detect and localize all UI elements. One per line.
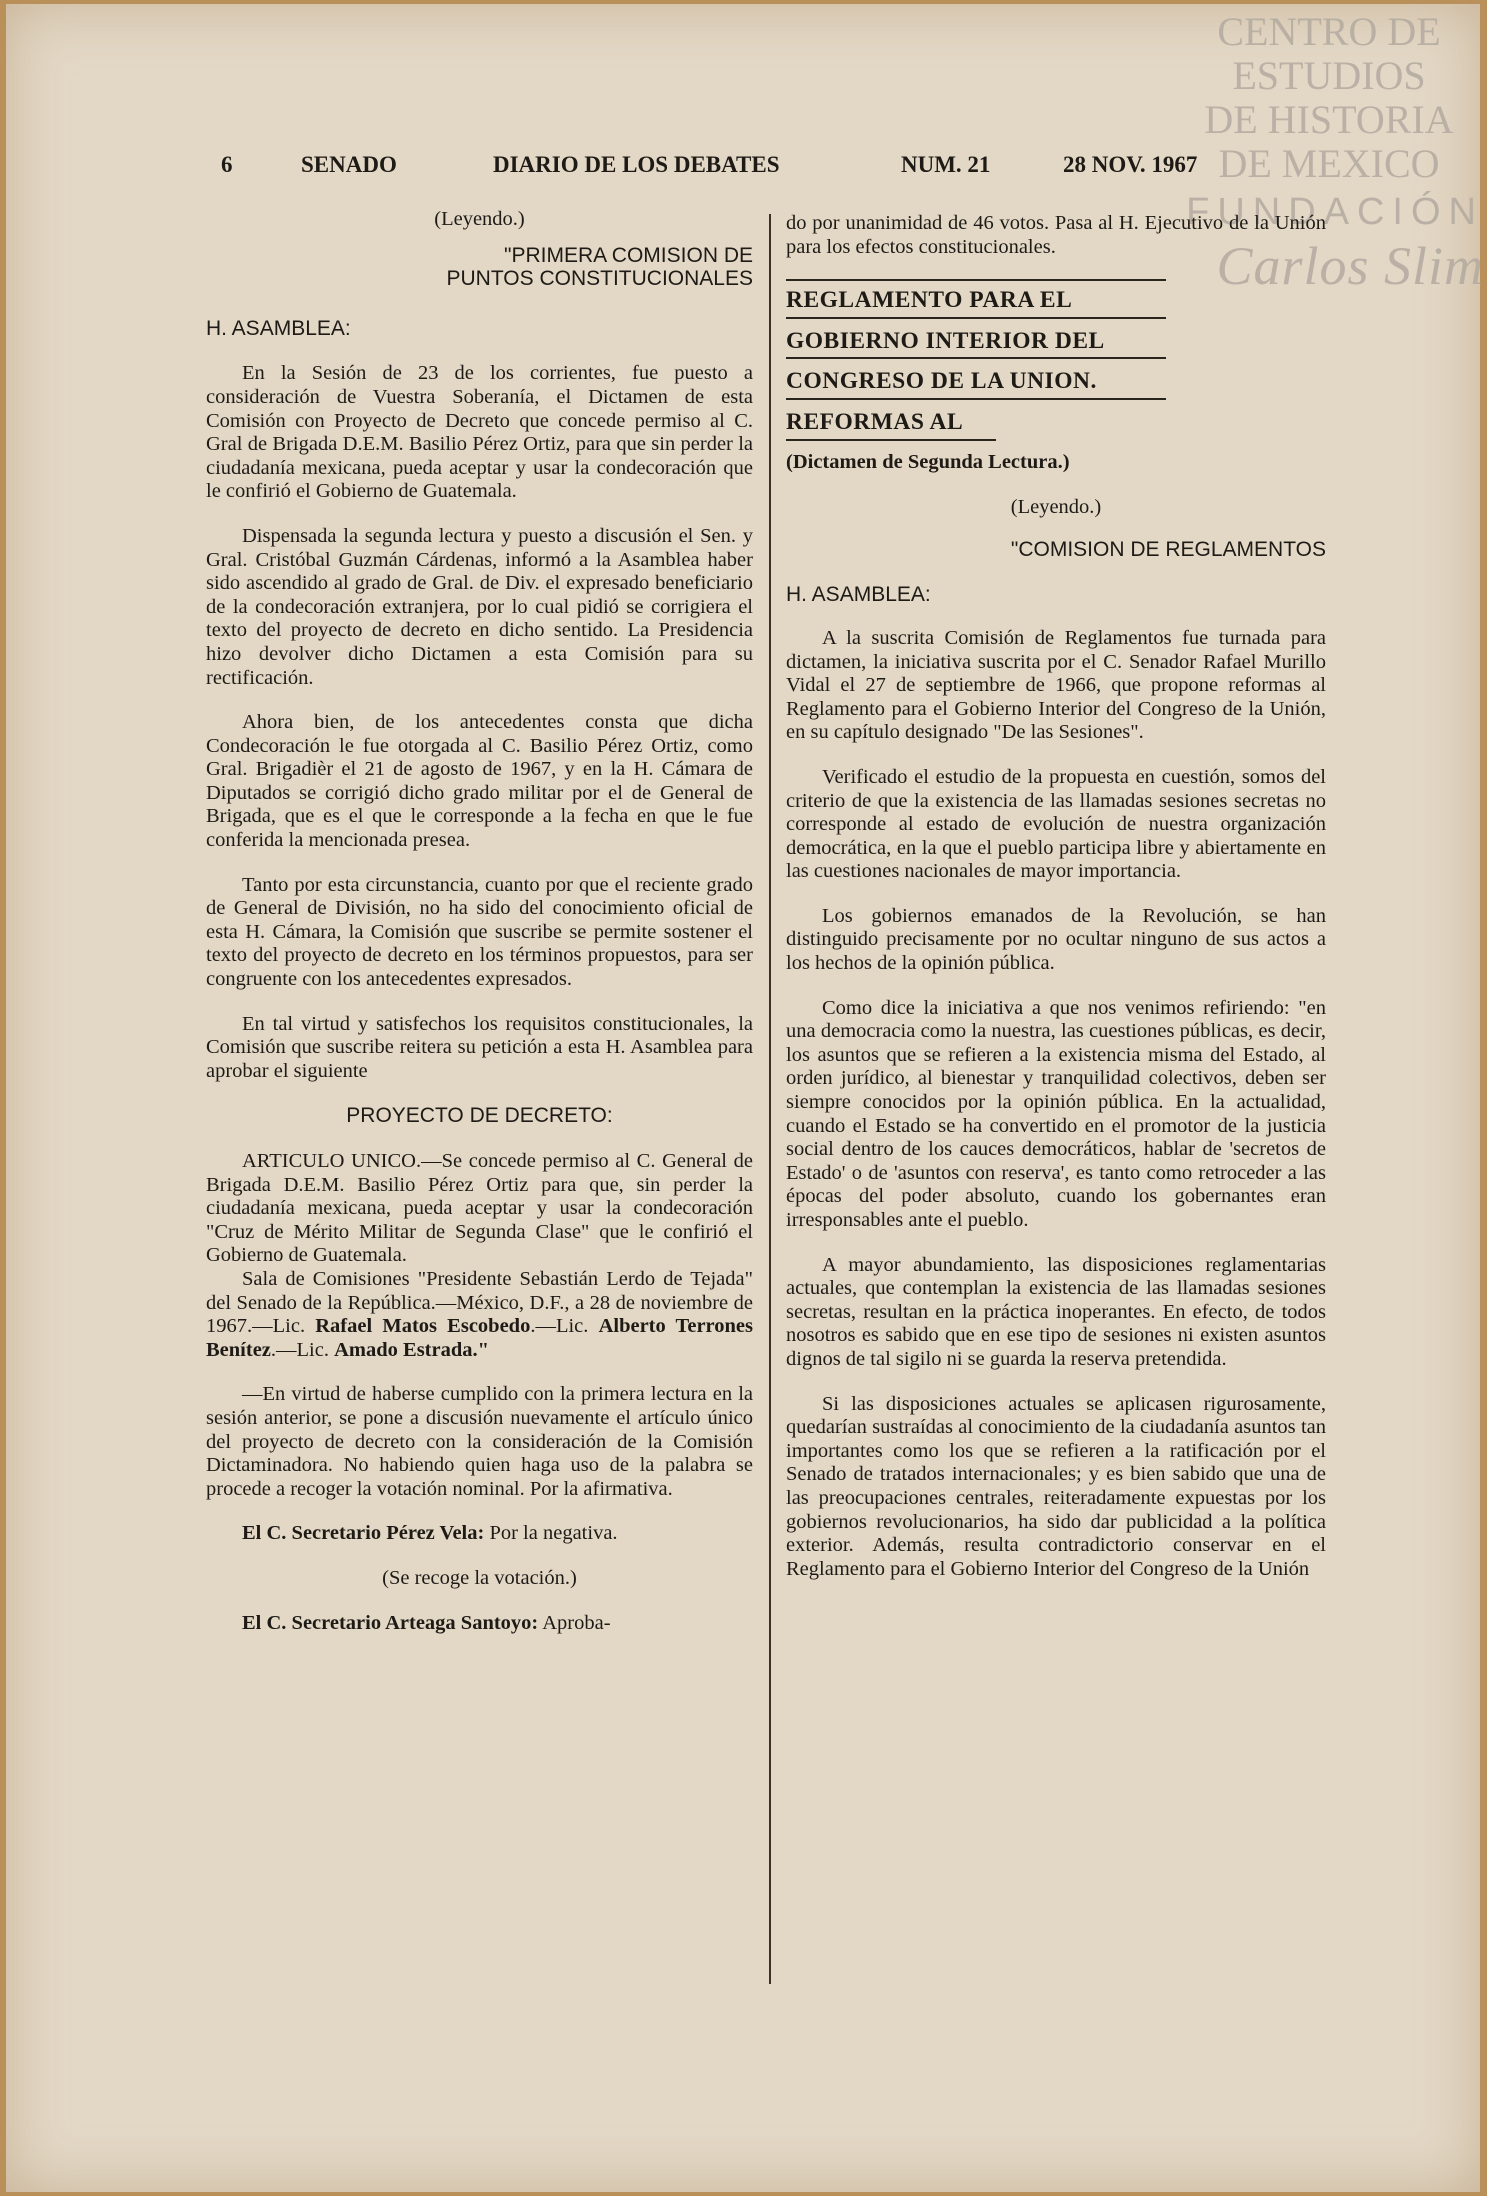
title-rule xyxy=(786,279,1166,281)
signature-paragraph xyxy=(206,1268,753,1362)
separator: .—Lic. xyxy=(530,1315,589,1338)
paragraph: Ahora bien, de los antecedentes consta que dicha Condecoración le fue otorgada al C. Basilio Pérez Ortiz, como Gral. Brigadièr el 21 de agosto de 1967, y en la H. Cámara de Diputados se corrigió dicho grado militar por el de General de Brigada, que es el que le corresponde a la fecha en que le fue conferida la mencionada presea. xyxy=(206,711,753,852)
commission-heading: "PRIMERA COMISION DE xyxy=(504,243,753,267)
watermark-signature: Carlos Slim xyxy=(1216,236,1484,296)
paragraph: En la Sesión de 23 de los corrientes, fue puesto a consideración de Vuestra Soberanía, el Dictamen de esta Comisión con Proyecto de Decreto que concede permiso al C. Gral de Brigada D.E.M. Basilio Pérez Ortiz, para que sin perder la ciudadanía mexicana, pueda aceptar y usar la condecoración que le confirió el Gobierno de Guatemala. xyxy=(206,362,753,503)
page-number: 6 xyxy=(221,152,233,177)
column-divider xyxy=(769,214,771,1984)
secretary-line xyxy=(206,1522,753,1546)
secretary-statement: Aproba- xyxy=(542,1611,611,1634)
paragraph: Los gobiernos emanados de la Revolución, se han distinguido precisamente por no ocultar ninguno de sus actos a los hechos de la opinión pública. xyxy=(786,904,1326,975)
section-title: GOBIERNO INTERIOR DEL xyxy=(786,324,1166,360)
paragraph: A mayor abundamiento, las disposiciones reglamentarias actuales, que contemplan la existencia de las llamadas sesiones secretas, resultan en la práctica inoperantes. En efecto, de todos nosotros es sabido que en ese tipo de sesiones ni existen asuntos dignos de tal sigilo ni se guarda la reserva pretendida. xyxy=(786,1253,1326,1370)
signer-name: Rafael Matos Escobedo xyxy=(315,1315,531,1338)
paragraph: Como dice la iniciativa a que nos venimos refiriendo: "en una democracia como la nuestra, las cuestiones públicas, es decir, los asuntos que se refieren a la existencia misma del Estado, al orden jurídico, al bienestar y tranquilidad colectivos, deben ser siempre conocidos por la opinión pública. En la actualidad, cuando el Estado se ha convertido en el promotor de la justicia social dentro de los cauces democráticos, hablar de 'secretos de Estado' o de 'asuntos con reserva', es tanto como retroceder a las épocas del poder absoluto, cuando los gobernantes eran irresponsables ante el pueblo. xyxy=(786,996,1326,1231)
section-title: CONGRESO DE LA UNION. xyxy=(786,364,1166,400)
reading-note: (Leyendo.) xyxy=(1010,496,1102,519)
signature-text: Sala de Comisiones "Presidente Sebastián Lerdo de Tejada" del Senado de la República.—México, D.F., a 28 de noviembre de 1967.—Lic. xyxy=(206,1267,753,1338)
reading-note: (Leyendo.) xyxy=(434,208,525,230)
commission-heading: PUNTOS CONSTITUCIONALES xyxy=(446,267,753,291)
signer-name: Amado Estrada xyxy=(334,1338,473,1361)
watermark-line: DE HISTORIA xyxy=(1204,97,1454,142)
watermark-foundation: FUNDACIÓN xyxy=(1186,191,1484,233)
article-text: ARTICULO UNICO.—Se concede permiso al C. General de Brigada D.E.M. Basilio Pérez Ortiz para que, sin perder la ciudadanía mexicana, pueda aceptar y usar la condecoración "Cruz de Mérito Militar de Segunda Clase" que le confirió el Gobierno de Guatemala. xyxy=(206,1150,753,1267)
watermark-line: ESTUDIOS xyxy=(1232,53,1426,98)
signer-name: Alberto Terrones Benítez xyxy=(206,1315,753,1361)
page-header xyxy=(221,152,1221,188)
decree-title: PROYECTO DE DECRETO: xyxy=(346,1104,613,1128)
paragraph: Dispensada la segunda lectura y puesto a discusión el Sen. y Gral. Cristóbal Guzmán Cárdenas, informó a la Asamblea haber sido ascendido al grado de Gral. de Div. el expresado beneficiario de la condecoración extranjera, por lo cual pidió se corrigiera el texto del proyecto de decreto en dicho sentido. La Presidencia hizo devolver dicho Dictamen a esta Comisión para su rectificación. xyxy=(206,524,753,689)
secretary-line xyxy=(206,1612,753,1636)
publication-title: DIARIO DE LOS DEBATES xyxy=(493,152,780,177)
secretary-name: El C. Secretario Arteaga Santoyo: xyxy=(242,1611,539,1634)
section-title: REGLAMENTO PARA EL xyxy=(786,283,1166,319)
paragraph: Si las disposiciones actuales se aplicasen rigurosamente, quedarían sustraídas al conocimiento de la ciudadanía asuntos tan importantes como los que se refieren a la ratificación por el Senado de tratados internacionales; y es bien sabido que una de las preocupaciones centrales, reiteradamente expuestas por los gobiernos revolucionarios, ha sido dar publicidad a la política exterior. Además, resulta contradictorio conservar en el Reglamento para el Gobierno Interior del Congreso de la Unión xyxy=(786,1392,1326,1580)
paragraph: —En virtud de haberse cumplido con la primera lectura en la sesión anterior, se pone a discusión nuevamente el artículo único del proyecto de decreto con la consideración de la Comisión Dictaminadora. No habiendo quien haga uso de la palabra se procede a recoger la votación nominal. Por la afirmativa. xyxy=(206,1383,753,1500)
paragraph: A la suscrita Comisión de Reglamentos fue turnada para dictamen, la iniciativa suscrita por el C. Senador Rafael Murillo Vidal el 27 de septiembre de 1966, que propone reformas al Reglamento para el Gobierno Interior del Congreso de la Unión, en su capítulo designado "De las Sesiones". xyxy=(786,626,1326,744)
commission-heading: "COMISION DE REGLAMENTOS xyxy=(1010,537,1326,561)
salutation: H. ASAMBLEA: xyxy=(206,316,351,340)
watermark-line: CENTRO DE xyxy=(1217,9,1441,54)
chamber-name: SENADO xyxy=(301,152,397,177)
issue-number: NUM. 21 xyxy=(901,152,991,177)
watermark-line: DE MEXICO xyxy=(1218,141,1440,186)
right-column xyxy=(786,212,1326,1602)
secretary-statement: Por la negativa. xyxy=(489,1522,618,1545)
paragraph: Tanto por esta circunstancia, cuanto por que el reciente grado de General de División, no ha sido del conocimiento oficial de esta H. Cámara, la Comisión que suscribe se permite sostener el texto del proyecto de decreto en los términos propuestos, para ser congruente con los antecedentes expresados. xyxy=(206,873,753,991)
issue-date: 28 NOV. 1967 xyxy=(1063,152,1198,177)
separator: .—Lic. xyxy=(270,1338,329,1361)
section-subtitle: (Dictamen de Segunda Lectura.) xyxy=(786,450,1070,473)
continued-text: do por unanimidad de 46 votos. Pasa al H. Ejecutivo de la Unión para los efectos constitucionales. xyxy=(786,212,1326,258)
section-title: REFORMAS AL xyxy=(786,405,996,441)
paragraph: Verificado el estudio de la propuesta en cuestión, somos del criterio de que la existencia de las llamadas sesiones secretas no corresponde al estado de evolución de nuestra organización democrática, en la que el pueblo participa libre y abiertamente en las cuestiones nacionales de mayor importancia. xyxy=(786,765,1326,883)
secretary-name: El C. Secretario Pérez Vela: xyxy=(242,1522,485,1545)
salutation: H. ASAMBLEA: xyxy=(786,583,931,607)
paragraph: En tal virtud y satisfechos los requisitos constitucionales, la Comisión que suscribe reitera su petición a esta H. Asamblea para aprobar el siguiente xyxy=(206,1012,753,1082)
vote-note: (Se recoge la votación.) xyxy=(382,1566,577,1589)
left-column xyxy=(206,208,753,1656)
newspaper-page xyxy=(6,4,1484,2192)
closing-quote: ." xyxy=(472,1338,490,1361)
